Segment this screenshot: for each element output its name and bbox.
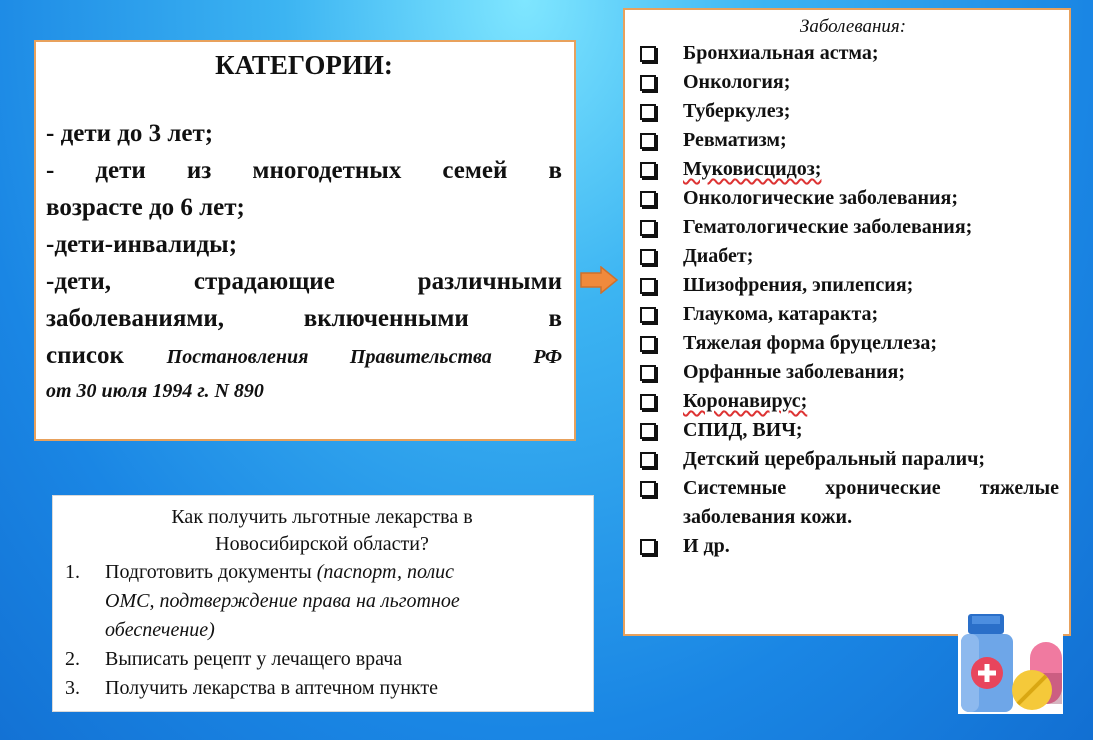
category-item [46,337,562,376]
diseases-panel [623,8,1071,636]
step-hint: ОМС, подтверждение права на льготное [105,590,460,612]
checkbox-icon [640,162,656,178]
arrow-right-icon [579,266,619,294]
diseases-title: Заболевания: [799,16,907,37]
step-text: Подготовить документы (паспорт, полис [105,561,455,583]
categories-panel [34,40,576,441]
step-hint: обеспечение) [105,619,215,641]
howto-question: Новосибирской области? [215,533,429,555]
category-item: - дети из многодетных семей в [46,157,562,184]
list-item: Онкология; [637,68,1059,97]
category-item: заболеваниями, включенными в [46,305,562,332]
list-item: Тяжелая форма бруцеллеза; [637,329,1059,358]
category-item-text: список [46,342,124,369]
step-number: 1. [65,561,80,583]
checkbox-icon [640,191,656,207]
step-item [65,674,579,703]
checkbox-icon [640,278,656,294]
step-number: 3. [65,677,80,699]
checkbox-icon [640,539,656,555]
step-item [65,558,579,587]
diseases-list [637,39,1059,561]
howto-panel [52,495,594,712]
list-item: И др. [637,532,1059,561]
checkbox-icon [640,104,656,120]
resolution-reference: Постановления Правительства РФ [166,346,562,368]
list-item: Диабет; [637,242,1059,271]
steps-list [65,558,579,703]
step-hint: (паспорт, полис [316,561,455,583]
list-item: Муковисцидоз; [637,155,1059,184]
step-text: Получить лекарства в аптечном пункте [105,677,438,699]
checkbox-icon [640,75,656,91]
list-item: Коронавирус; [637,387,1059,416]
checkbox-icon [640,307,656,323]
category-item: -дети-инвалиды; [46,231,238,258]
list-item: Бронхиальная астма; [637,39,1059,68]
list-item: Глаукома, катаракта; [637,300,1059,329]
list-item: Детский церебральный паралич; [637,445,1059,474]
checkbox-icon [640,394,656,410]
step-item [65,645,579,674]
checkbox-icon [640,220,656,236]
category-item: возрасте до 6 лет; [46,194,245,221]
checkbox-icon [640,46,656,62]
checkbox-icon [640,249,656,265]
checkbox-icon [640,133,656,149]
checkbox-icon [640,481,656,497]
checkbox-icon [640,452,656,468]
checkbox-icon [640,336,656,352]
medicine-icon [958,606,1063,714]
list-item: СПИД, ВИЧ; [637,416,1059,445]
category-item: - дети до 3 лет; [46,120,214,147]
list-item: Гематологические заболевания; [637,213,1059,242]
list-item: Шизофрения, эпилепсия; [637,271,1059,300]
step-item [65,616,579,645]
howto-question: Как получить льготные лекарства в [171,506,473,528]
step-text: Выписать рецепт у лечащего врача [105,648,403,670]
list-item: Туберкулез; [637,97,1059,126]
checkbox-icon [640,423,656,439]
step-number: 2. [65,648,80,670]
step-item [65,587,579,616]
checkbox-icon [640,365,656,381]
list-item: Онкологические заболевания; [637,184,1059,213]
resolution-reference-date: от 30 июля 1994 г. N 890 [46,380,264,402]
categories-title: КАТЕГОРИИ: [215,50,393,80]
category-item: -дети, страдающие различными [46,268,562,295]
list-item: Ревматизм; [637,126,1059,155]
list-item: Орфанные заболевания; [637,358,1059,387]
list-item: Системные хронические тяжелые заболевания кожи. [637,474,1059,532]
